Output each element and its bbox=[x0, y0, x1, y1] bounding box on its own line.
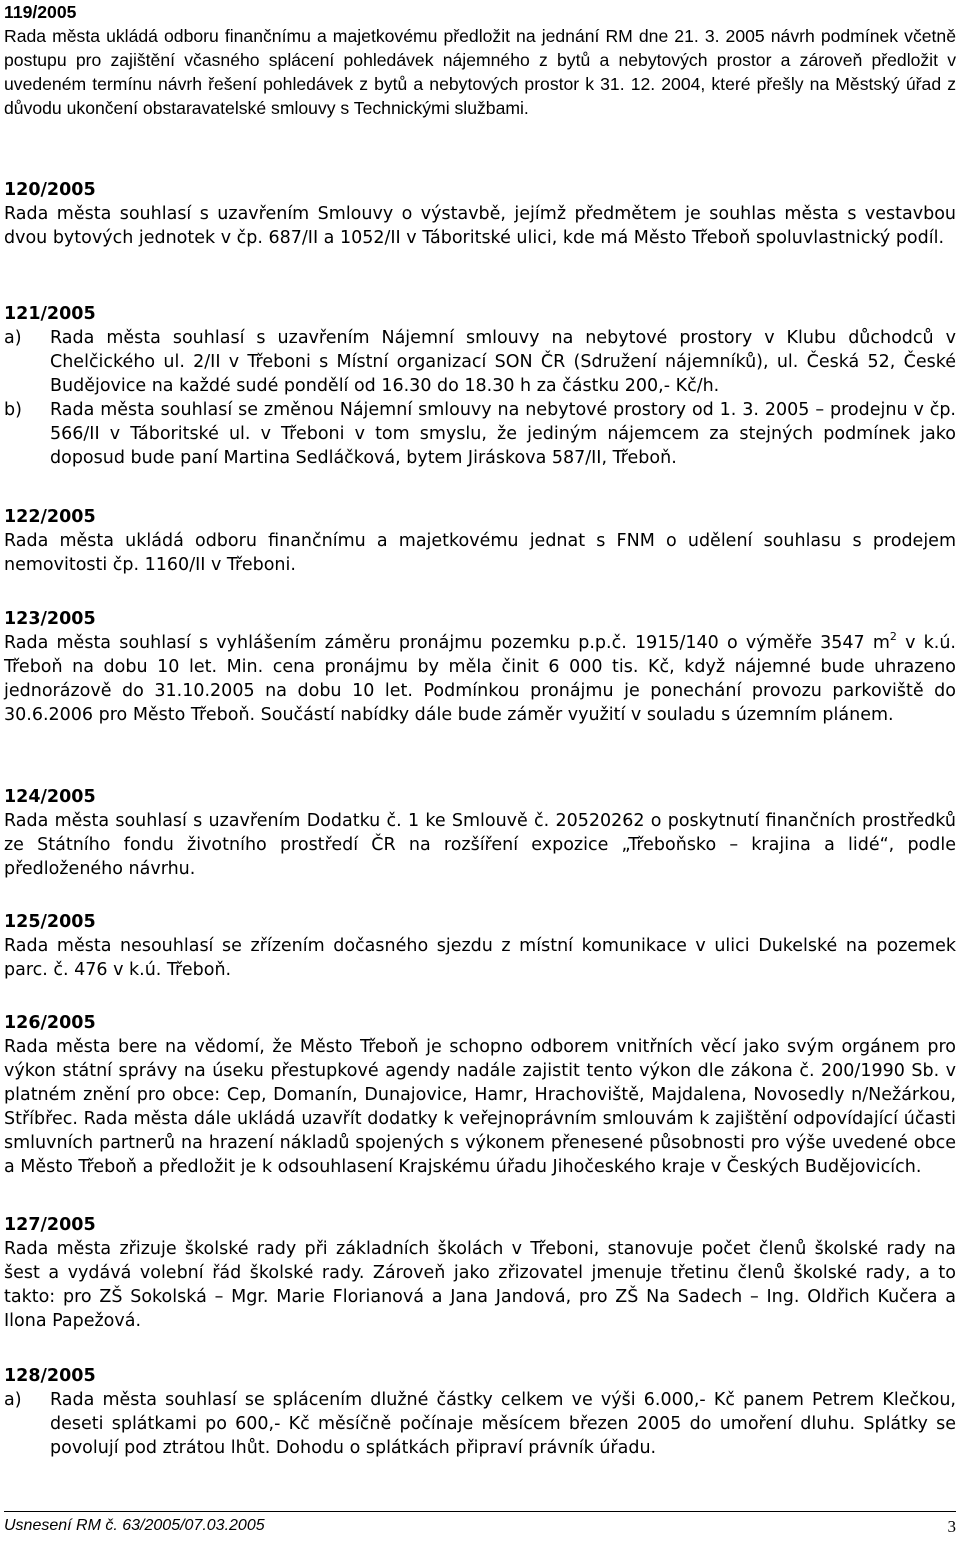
resolution-number: 122/2005 bbox=[4, 507, 96, 527]
item-text: Rada města souhlasí se splácením dlužné částky celkem ve výši 6.000,- Kč panem Petrem Klečkou, deseti splátkami po 600,- Kč měsíčně počínaje měsícem březen 2005 do umoření dluhu. Splátky se povolují pod ztrátou lhůt. Dohodu o splátkách připraví právník úřadu. bbox=[50, 1390, 956, 1458]
item-label: a) bbox=[4, 1390, 22, 1410]
footer-document-id: Usnesení RM č. 63/2005/07.03.2005 bbox=[4, 1517, 265, 1534]
page-footer bbox=[4, 1511, 956, 1541]
resolution-128 bbox=[4, 1364, 956, 1460]
resolution-number: 128/2005 bbox=[4, 1366, 96, 1386]
text-part: v k.ú. Třeboň na dobu 10 let. Min. cena pronájmu by měla činit 6 000 tis. Kč, když nájemné bude uhrazeno jednorázově do 31.10.2005 na dobu 10 let. Podmínkou pronájmu je ponechání provozu parkoviště do 30.6.2006 pro Město Třeboň. Součástí nabídky dále bude záměr využití v souladu s územním plánem. bbox=[4, 633, 956, 725]
resolution-number: 126/2005 bbox=[4, 1013, 96, 1033]
item-text: Rada města souhlasí se změnou Nájemní smlouvy na nebytové prostory od 1. 3. 2005 – prodejnu v čp. 566/II v Táboritské ul. v Třeboni v tom smyslu, že jediným nájemcem za stejných podmínek jako doposud bude paní Martina Sedláčková, bytem Jiráskova 587/II, Třeboň. bbox=[50, 400, 956, 468]
resolution-number: 121/2005 bbox=[4, 304, 96, 324]
resolution-126 bbox=[4, 1011, 956, 1179]
resolution-121 bbox=[4, 302, 956, 470]
superscript: 2 bbox=[889, 630, 897, 643]
item-text: Rada města souhlasí s uzavřením Nájemní smlouvy na nebytové prostory v Klubu důchodců v Chelčického ul. 2/II v Třeboni s Místní organizací SON ČR (Sdružení nájemníků), ul. Česká 52, České Budějovice na každé sudé pondělí od 16.30 do 18.30 h za částku 200,- Kč/h. bbox=[50, 328, 956, 396]
resolution-number: 127/2005 bbox=[4, 1215, 96, 1235]
resolution-text: Rada města souhlasí s uzavřením Dodatku č. 1 ke Smlouvě č. 20520262 o poskytnutí finančních prostředků ze Státního fondu životního prostředí ČR na rozšíření expozice „Třeboňsko – krajina a lidé“, podle předloženého návrhu. bbox=[4, 811, 956, 879]
resolution-120 bbox=[4, 178, 956, 250]
resolution-number: 123/2005 bbox=[4, 609, 96, 629]
resolution-127 bbox=[4, 1213, 956, 1333]
resolution-124 bbox=[4, 785, 956, 881]
resolution-text: Rada města ukládá odboru finančnímu a majetkovému jednat s FNM o udělení souhlasu s prodejem nemovitosti čp. 1160/II v Třeboni. bbox=[4, 531, 956, 575]
resolution-item-a bbox=[4, 1388, 956, 1460]
resolution-119 bbox=[4, 0, 956, 120]
resolution-number: 120/2005 bbox=[4, 180, 96, 200]
resolution-text: Rada města bere na vědomí, že Město Třeboň je schopno odborem vnitřních věcí jako svým orgánem pro výkon státní správy na úseku přestupkové agendy nadále zajistit tento výkon dle zákona č. 200/1990 Sb. v platném znění pro obce: Cep, Domanín, Dunajovice, Hamr, Hrachoviště, Majdalena, Novosedly n/Nežárkou, Stříbřec. Rada města dále ukládá uzavřít dodatky k veřejnoprávním smlouvám k zajištění odpovídající účasti smluvních partnerů na hrazení nákladů spojených s výkonem přenesené působnosti pro výše uvedené obce a Město Třeboň a předložit je k odsouhlasení Krajskému úřadu Jihočeského kraje v Českých Budějovicích. bbox=[4, 1037, 956, 1177]
resolution-text: Rada města zřizuje školské rady při základních školách v Třeboni, stanovuje počet členů školské rady na šest a vydává volební řád školské rady. Zároveň jako zřizovatel jmenuje třetinu členů školské rady, a to takto: pro ZŠ Sokolská – Mgr. Marie Florianová a Jana Jandová, pro ZŠ Na Sadech – Ing. Oldřich Kučera a Ilona Papežová. bbox=[4, 1239, 956, 1331]
resolution-text bbox=[4, 631, 956, 727]
page-number: 3 bbox=[947, 1517, 956, 1536]
resolution-123 bbox=[4, 607, 956, 727]
text-part: Rada města souhlasí s vyhlášením záměru pronájmu pozemku p.p.č. 1915/140 o výměře 3547 m bbox=[4, 633, 890, 653]
resolution-125 bbox=[4, 910, 956, 982]
resolution-122 bbox=[4, 505, 956, 577]
resolution-item-a bbox=[4, 326, 956, 398]
item-label: a) bbox=[4, 328, 22, 348]
resolution-number: 119/2005 bbox=[4, 2, 77, 22]
item-label: b) bbox=[4, 400, 22, 420]
resolution-text: Rada města nesouhlasí se zřízením dočasného sjezdu z místní komunikace v ulici Dukelské na pozemek parc. č. 476 v k.ú. Třeboň. bbox=[4, 936, 956, 980]
resolution-number: 125/2005 bbox=[4, 912, 96, 932]
resolution-text: Rada města ukládá odboru finančnímu a majetkovému předložit na jednání RM dne 21. 3. 2005 návrh podmínek včetně postupu pro zajištění včasného splácení pohledávek nájemného z bytů a nebytových prostor a zároveň předložit v uvedeném termínu návrh řešení pohledávek z bytů a nebytových prostor k 31. 12. 2004, které přešly na Městský úřad z důvodu ukončení obstaravatelské smlouvy s Technickými službami. bbox=[4, 26, 956, 118]
resolution-item-b bbox=[4, 398, 956, 470]
resolution-number: 124/2005 bbox=[4, 787, 96, 807]
footer-divider bbox=[4, 1511, 956, 1512]
resolution-text: Rada města souhlasí s uzavřením Smlouvy o výstavbě, jejímž předmětem je souhlas města s vestavbou dvou bytových jednotek v čp. 687/II a 1052/II v Táboritské ulici, kde má Město Třeboň spoluvlastnický podíl. bbox=[4, 204, 956, 248]
